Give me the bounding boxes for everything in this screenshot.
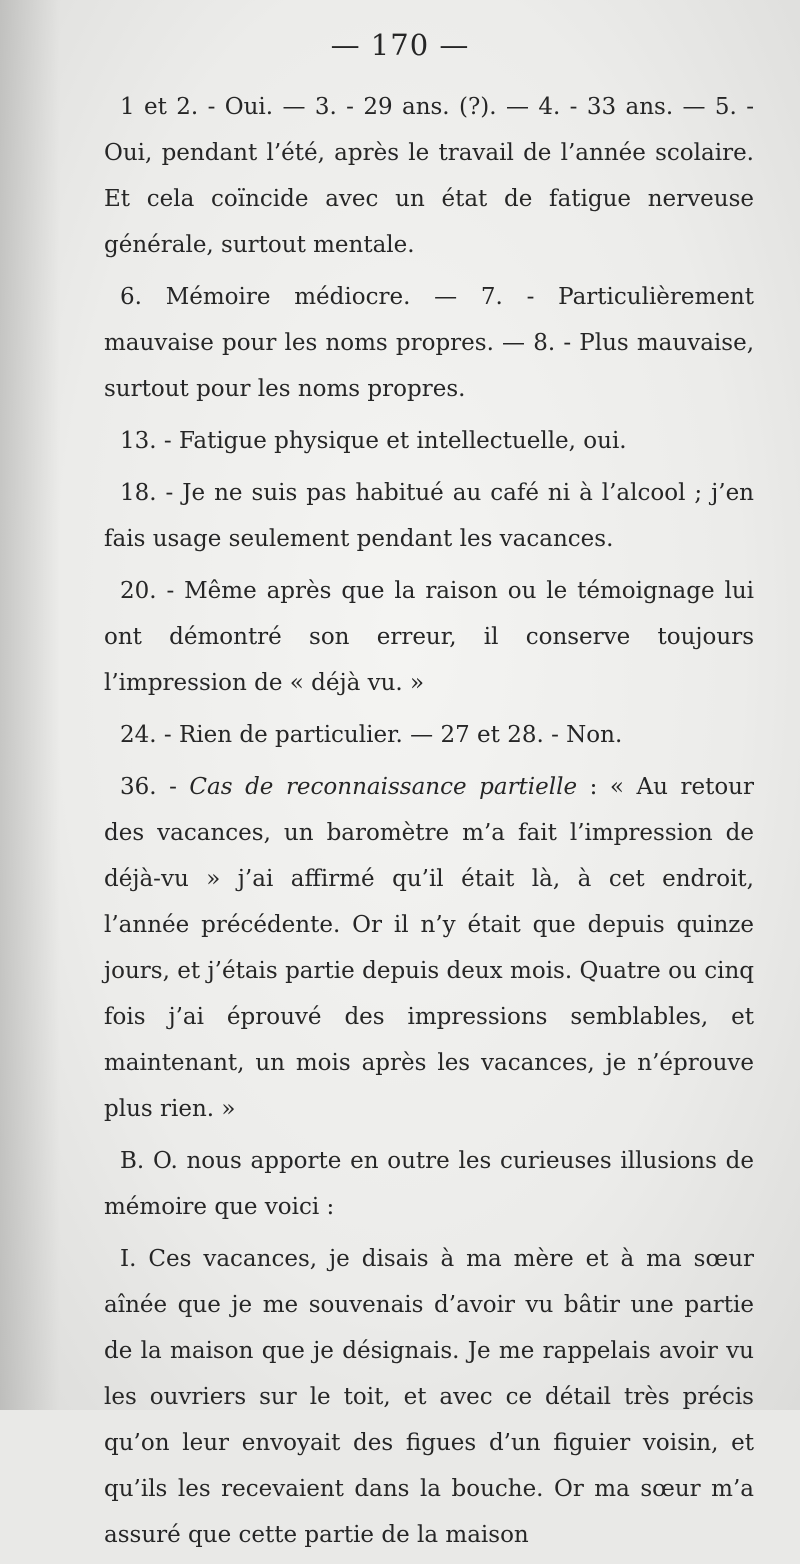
answer-36-number: 36. - [120, 774, 190, 800]
page-body [104, 84, 754, 1564]
paragraph-answer-36 [104, 764, 754, 1132]
paragraph-answers-6-8: 6. Mémoire médiocre. — 7. - Particulièrement mauvaise pour les noms propres. — 8. - Plus mauvaise, surtout pour les noms propres. [104, 284, 754, 402]
page-edge-shadow [0, 0, 60, 1410]
paragraph-answer-20: 20. - Même après que la raison ou le témoignage lui ont démontré son erreur, il conserve toujours l’impression de « déjà vu. » [104, 578, 754, 696]
paragraph-answers-24-28: 24. - Rien de particulier. — 27 et 28. - Non. [120, 722, 623, 748]
answer-36-text: : « Au retour des vacances, un baromètre m’a fait l’impression de déjà-vu » j’ai affirmé qu’il était là, à cet endroit, l’année précédente. Or il n’y était que depuis quinze jours, et j’étais partie depuis deux mois. Quatre ou cinq fois j’ai éprouvé des impressions semblables, et maintenant, un mois après les vacances, je n’éprouve plus rien. » [104, 774, 754, 1122]
paragraph-answer-18: 18. - Je ne suis pas habitué au café ni à l’alcool ; j’en fais usage seulement pendant les vacances. [104, 480, 754, 552]
answer-36-italic-title: Cas de reconnaissance partielle [189, 774, 578, 800]
paragraph-illusion-1: I. Ces vacances, je disais à ma mère et à ma sœur aînée que je me souvenais d’avoir vu bâtir une partie de la maison que je désignais. Je me rappelais avoir vu les ouvriers sur le toit, et avec ce détail très précis qu’on leur envoyait des figues d’un figuier voisin, et qu’ils les recevaient dans la bouche. Or ma sœur m’a assuré que cette partie de la maison [104, 1246, 754, 1548]
page-number: — 170 — [330, 28, 470, 62]
paragraph-answers-1-5: 1 et 2. - Oui. — 3. - 29 ans. (?). — 4. - 33 ans. — 5. - Oui, pendant l’été, après le travail de l’année scolaire. Et cela coïncide avec un état de fatigue nerveuse générale, surtout mentale. [104, 94, 754, 258]
paragraph-bo-intro: B. O. nous apporte en outre les curieuses illusions de mémoire que voici : [104, 1148, 754, 1220]
paragraph-answer-13: 13. - Fatigue physique et intellectuelle, oui. [120, 428, 627, 454]
